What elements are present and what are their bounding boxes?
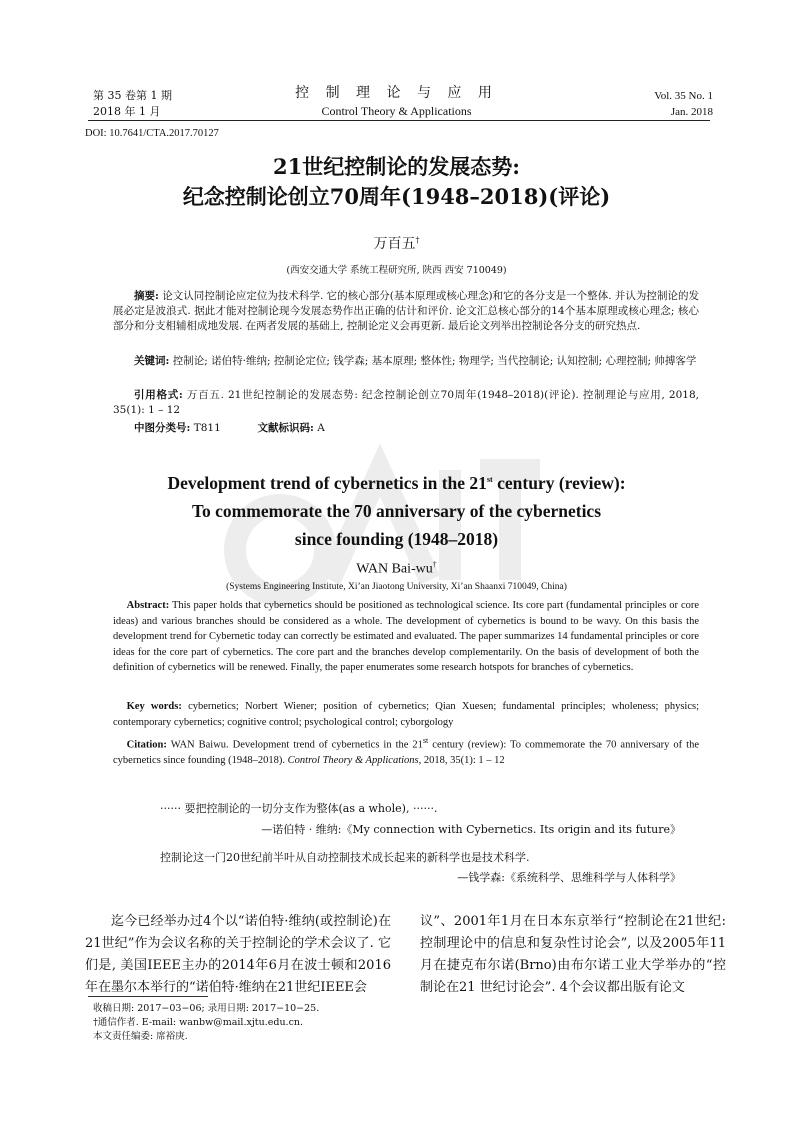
author-cn-mark: † <box>415 235 420 245</box>
citation-cn-text: 万百五. 21世纪控制论的发展态势: 纪念控制论创立70周年(1948–2018)(评论). 控制理论与应用, 2018, 35(1): 1 – 12 <box>113 389 699 416</box>
abstract-cn-label: 摘要: <box>134 290 159 302</box>
keywords-cn-label: 关键词: <box>134 355 170 367</box>
citation-en: Citation: WAN Baiwu. Development trend of cybernetics in the 21st century (review): To commemorate the 70 anniversary of the cybernetics since founding (1948–2018). Control Theory & Applications, 2018, 35(1): 1 – 12 <box>113 736 699 766</box>
title-cn <box>0 152 793 212</box>
title-cn-line1: 21世纪控制论的发展态势: <box>273 154 520 179</box>
date-en: Jan. 2018 <box>670 106 713 118</box>
footnote-rule <box>88 996 208 997</box>
keywords-en-label: Key words: <box>126 701 182 712</box>
abstract-en <box>113 598 699 676</box>
abstract-en-label: Abstract: <box>126 600 170 611</box>
clc-label: 中图分类号: <box>134 422 191 434</box>
footnotes <box>93 1002 319 1044</box>
volume-en: Vol. 35 No. 1 <box>654 90 713 102</box>
affiliation-cn: (西安交通大学 系统工程研究所, 陕西 西安 710049) <box>286 265 507 276</box>
quote-wiener-source: —诺伯特 · 维纳:《My connection with Cybernetics. Its origin and its future》 <box>261 823 681 836</box>
author-en-name: WAN Bai-wu <box>356 561 433 577</box>
date-cn: 2018 年 1 月 <box>93 105 161 118</box>
title-en-line1: Development trend of cybernetics in the 21st century (review): <box>167 472 626 493</box>
clc-value: T811 <box>193 422 221 434</box>
body-column-left: 迄今已经举办过4个以“诺伯特·维纳(或控制论)在21世纪”作为会议名称的关于控制论的学术会议了. 它们是, 美国IEEE主办的2014年6月在波士顿和2016年在墨尔本举行的“诺伯特·维纳在21世纪IEEE会 <box>85 914 391 995</box>
author-en <box>0 560 793 578</box>
footnote-correspondence: †通信作者. E-mail: wanbw@mail.xjtu.edu.cn. <box>93 1017 304 1028</box>
citation-en-label: Citation: <box>126 739 167 751</box>
header-rule <box>88 120 710 121</box>
doc-code-value: A <box>317 422 325 434</box>
author-en-mark: † <box>432 560 437 569</box>
journal-name-cn: 控 制 理 论 与 应 用 <box>295 85 498 101</box>
doc-code-label: 文献标识码: <box>257 422 314 434</box>
keywords-en <box>113 699 699 730</box>
title-en-line3: since founding (1948–2018) <box>294 528 499 549</box>
affiliation-en: (Systems Engineering Institute, Xi’an Jiaotong University, Xi’an Shaanxi 710049, China) <box>226 582 567 592</box>
journal-name-en: Control Theory & Applications <box>321 104 472 118</box>
keywords-cn <box>113 354 699 369</box>
quote-qian: 控制论这一门20世纪前半叶从自动控制技术成长起来的新科学也是技术科学. <box>160 851 530 864</box>
quote-qian-source: —钱学森:《系统科学、思维科学与人体科学》 <box>457 871 681 884</box>
title-en <box>0 466 793 553</box>
author-cn <box>0 233 793 253</box>
footnote-received: 收稿日期: 2017−03−06; 录用日期: 2017−10−25. <box>93 1003 320 1014</box>
abstract-cn <box>113 289 699 334</box>
citation-cn-label: 引用格式: <box>134 389 183 401</box>
citation-en-journal: Control Theory & Applications <box>287 755 419 766</box>
volume-cn: 第 35 卷第 1 期 <box>93 89 172 102</box>
quote-wiener: ······ 要把控制论的一切分支作为整体(as a whole), ······. <box>160 802 438 815</box>
keywords-en-text: cybernetics; Norbert Wiener; position of cybernetics; Qian Xuesen; fundamental principles; wholeness; physics; contemporary cybernetics; cognitive control; psychological control; cyborgology <box>113 701 700 728</box>
classification-cn <box>113 421 699 436</box>
body-column-right: 议”、2001年1月在日本东京举行“控制论在21世纪: 控制理论中的信息和复杂性讨论会”, 以及2005年11月在捷克布尔诺(Brno)由布尔诺工业大学举办的“控制论在21 世纪讨论会”. 4个会议都出版有论文 <box>420 914 726 995</box>
abstract-cn-text: 论文认同控制论应定位为技术科学. 它的核心部分(基本原理或核心理念)和它的各分支是一个整体. 并认为控制论的发展必定是波浪式. 据此才能对控制论现今发展态势作出正确的估计和评价. 论文汇总核心部分的14个基本原理或核心理念; 核心部分和分支相辅相成地发展. 在两者发展的基础上, 控制论定义会再更新. 最后论文列举出控制论各分支的研究热点. <box>113 290 699 332</box>
title-cn-line2: 纪念控制论创立70周年(1948–2018)(评论) <box>182 184 611 209</box>
keywords-cn-text: 控制论; 诺伯特·维纳; 控制论定位; 钱学森; 基本原理; 整体性; 物理学; 当代控制论; 认知控制; 心理控制; 帅搏客学 <box>172 355 697 367</box>
citation-cn <box>113 388 699 418</box>
title-en-line2: To commemorate the 70 anniversary of the cybernetics <box>191 500 602 521</box>
abstract-en-text: This paper holds that cybernetics should be positioned as technological science. Its core part (fundamental principles or core ideas) and various branches should be considered as a whole. The development of cybernetics is bound to be wavy. On this basis the development trend for Cybernetic today can correctly be estimated and evaluated. The paper summarizes 14 fundamental principles or core ideas for the core part of cybernetics. The core part and the branches develop complementarily. On the basis of development of both the definition of cybernetics will be renewed. Finally, the paper enumerates some research hotspots for branches of cybernetics. <box>113 600 700 673</box>
footnote-editor: 本文责任编委: 席裕庚. <box>93 1031 188 1042</box>
author-cn-name: 万百五 <box>373 236 416 252</box>
issue-info-en <box>654 88 713 120</box>
doi: DOI: 10.7641/CTA.2017.70127 <box>85 128 219 139</box>
